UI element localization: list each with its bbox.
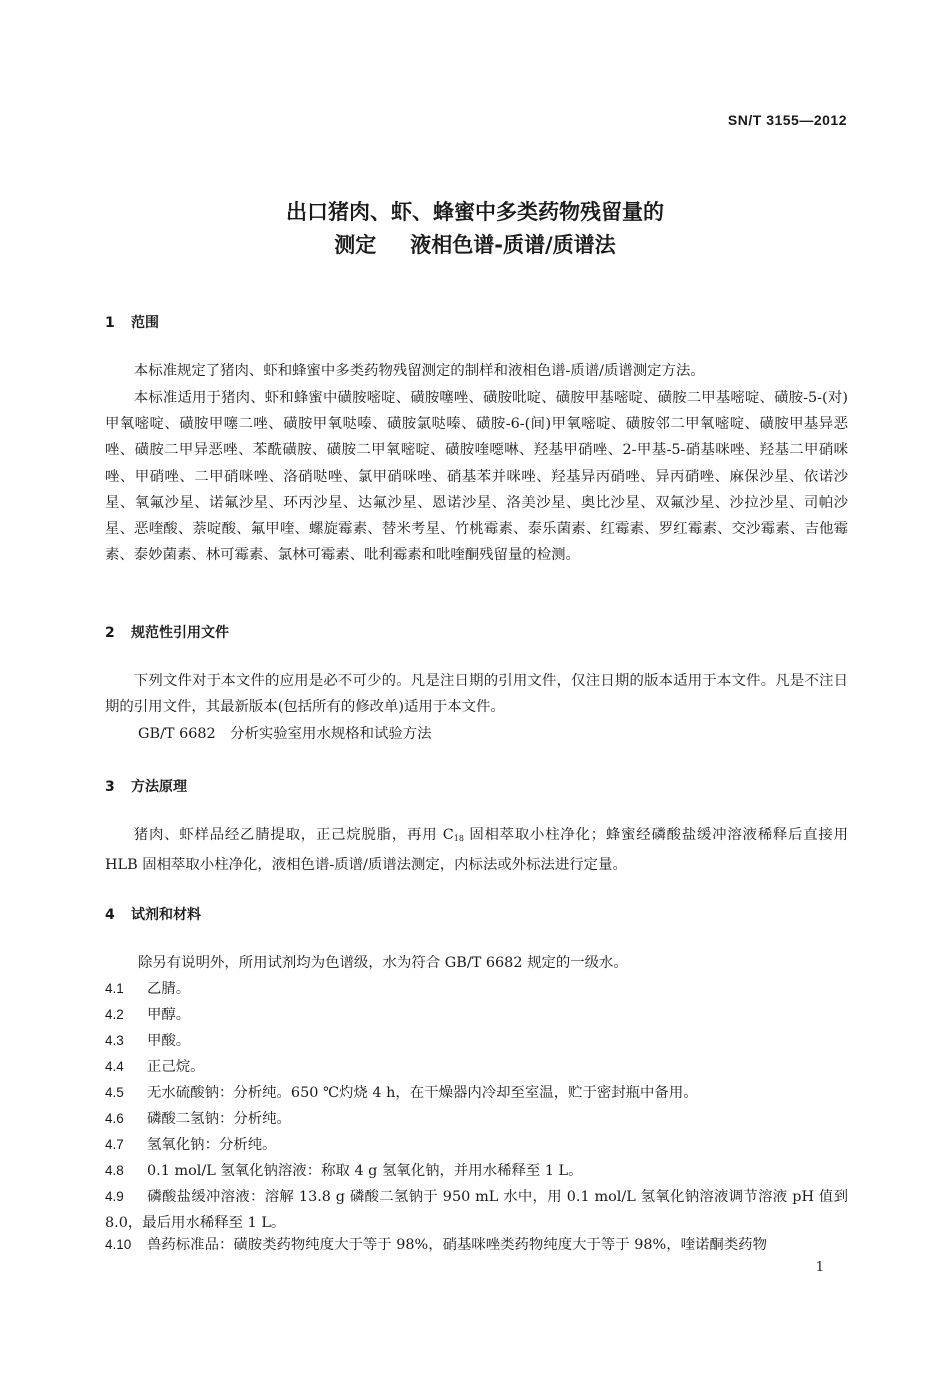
item-text: 兽药标准品：磺胺类药物纯度大于等于 98%，硝基咪唑类药物纯度大于等于 98%，喹诺酮类药物 xyxy=(147,1237,767,1253)
item-number: 4.6 xyxy=(105,1111,124,1126)
item-number: 4.8 xyxy=(105,1163,124,1178)
title-line-2-part-a: 测定 xyxy=(334,233,377,257)
item-text: 磷酸二氢钠：分析纯。 xyxy=(147,1111,291,1127)
section-3-subscript: 18 xyxy=(453,834,464,843)
list-item xyxy=(105,976,848,1002)
section-number: 1 xyxy=(105,315,115,331)
section-title: 规范性引用文件 xyxy=(131,625,229,641)
item-text: 0.1 mol/L 氢氧化钠溶液：称取 4 g 氢氧化钠，并用水稀释至 1 L。 xyxy=(147,1163,583,1179)
section-number: 4 xyxy=(105,907,115,923)
list-item xyxy=(105,1106,848,1132)
item-number: 4.1 xyxy=(105,981,124,996)
list-item xyxy=(105,1054,848,1080)
item-number: 4.10 xyxy=(105,1237,132,1252)
section-1-paragraph-1: 本标准规定了猪肉、虾和蜂蜜中多类药物残留测定的制样和液相色谱-质谱/质谱测定方法。 xyxy=(133,363,705,379)
item-number: 4.3 xyxy=(105,1033,124,1048)
item-number: 4.4 xyxy=(105,1059,124,1074)
section-3-paragraph-1 xyxy=(105,822,848,878)
section-3-heading xyxy=(105,776,187,796)
section-title: 试剂和材料 xyxy=(131,907,201,923)
item-number: 4.2 xyxy=(105,1007,124,1022)
item-text: 无水硫酸钠：分析纯。650 ℃灼烧 4 h，在干燥器内冷却至室温，贮于密封瓶中备用。 xyxy=(147,1085,698,1101)
item-number: 4.5 xyxy=(105,1085,124,1100)
item-text: 乙腈。 xyxy=(147,981,191,997)
section-number: 2 xyxy=(105,625,115,641)
item-number: 4.7 xyxy=(105,1137,124,1152)
list-item xyxy=(105,1232,848,1258)
item-text: 甲醇。 xyxy=(147,1007,191,1023)
section-title: 方法原理 xyxy=(131,779,187,795)
item-text: 甲酸。 xyxy=(147,1033,191,1049)
section-3-text-a: 猪肉、虾样品经乙腈提取，正己烷脱脂，再用 C xyxy=(133,827,454,843)
document-title xyxy=(0,196,950,262)
title-line-1: 出口猪肉、虾、蜂蜜中多类药物残留量的 xyxy=(286,200,664,224)
section-2-reference: GB/T 6682 分析实验室用水规格和试验方法 xyxy=(138,726,432,742)
title-line-2-part-b: 液相色谱-质谱/质谱法 xyxy=(410,233,616,257)
section-1-heading xyxy=(105,312,159,332)
list-item xyxy=(105,1028,848,1054)
section-title: 范围 xyxy=(131,315,159,331)
section-2-heading xyxy=(105,622,229,642)
page-number: 1 xyxy=(815,1260,824,1275)
section-2-paragraph-1: 下列文件对于本文件的应用是必不可少的。凡是注日期的引用文件，仅注日期的版本适用于本文件。凡是不注日期的引用文件，其最新版本(包括所有的修改单)适用于本文件。 xyxy=(105,673,848,716)
section-4-intro: 除另有说明外，所用试剂均为色谱级，水为符合 GB/T 6682 规定的一级水。 xyxy=(138,955,628,971)
item-text: 磷酸盐缓冲溶液：溶解 13.8 g 磷酸二氢钠于 950 mL 水中，用 0.1 mol/L 氢氧化钠溶液调节溶液 pH 值到 8.0，最后用水稀释至 1 L。 xyxy=(105,1189,848,1231)
standard-code: SN/T 3155—2012 xyxy=(727,112,847,128)
section-4-heading xyxy=(105,904,201,924)
item-text: 正己烷。 xyxy=(147,1059,205,1075)
list-item xyxy=(105,1080,848,1106)
section-number: 3 xyxy=(105,779,115,795)
list-item xyxy=(105,1184,848,1236)
title-line-2 xyxy=(0,229,950,262)
list-item xyxy=(105,1002,848,1028)
section-3-text-b: 固相萃取小柱净化；蜂蜜经磷酸盐缓冲溶液稀释后直接用 HLB 固相萃取小柱净化，液相色谱-质谱/质谱法测定，内标法或外标法进行定量。 xyxy=(105,827,849,874)
list-item xyxy=(105,1158,848,1184)
section-1-paragraph-2: 本标准适用于猪肉、虾和蜂蜜中磺胺嘧啶、磺胺噻唑、磺胺吡啶、磺胺甲基嘧啶、磺胺二甲基嘧啶、磺胺-5-(对)甲氧嘧啶、磺胺甲噻二唑、磺胺甲氧哒嗪、磺胺氯哒嗪、磺胺-6-(间)甲氧嘧啶、磺胺邻二甲氧嘧啶、磺胺甲基异恶唑、磺胺二甲异恶唑、苯酰磺胺、磺胺二甲氧嘧啶、磺胺喹噁啉、羟基甲硝唑、2-甲基-5-硝基咪唑、羟基二甲硝咪唑、甲硝唑、二甲硝咪唑、洛硝哒唑、氯甲硝咪唑、硝基苯并咪唑、羟基异丙硝唑、异丙硝唑、麻保沙星、依诺沙星、氧氟沙星、诺氟沙星、环丙沙星、达氟沙星、恩诺沙星、洛美沙星、奥比沙星、双氟沙星、沙拉沙星、司帕沙星、恶喹酸、萘啶酸、氟甲喹、螺旋霉素、替米考星、竹桃霉素、泰乐菌素、红霉素、罗红霉素、交沙霉素、吉他霉素、泰妙菌素、林可霉素、氯林可霉素、吡利霉素和吡喹酮残留量的检测。 xyxy=(105,390,848,564)
item-text: 氢氧化钠：分析纯。 xyxy=(147,1137,277,1153)
item-number: 4.9 xyxy=(105,1189,124,1204)
list-item xyxy=(105,1132,848,1158)
